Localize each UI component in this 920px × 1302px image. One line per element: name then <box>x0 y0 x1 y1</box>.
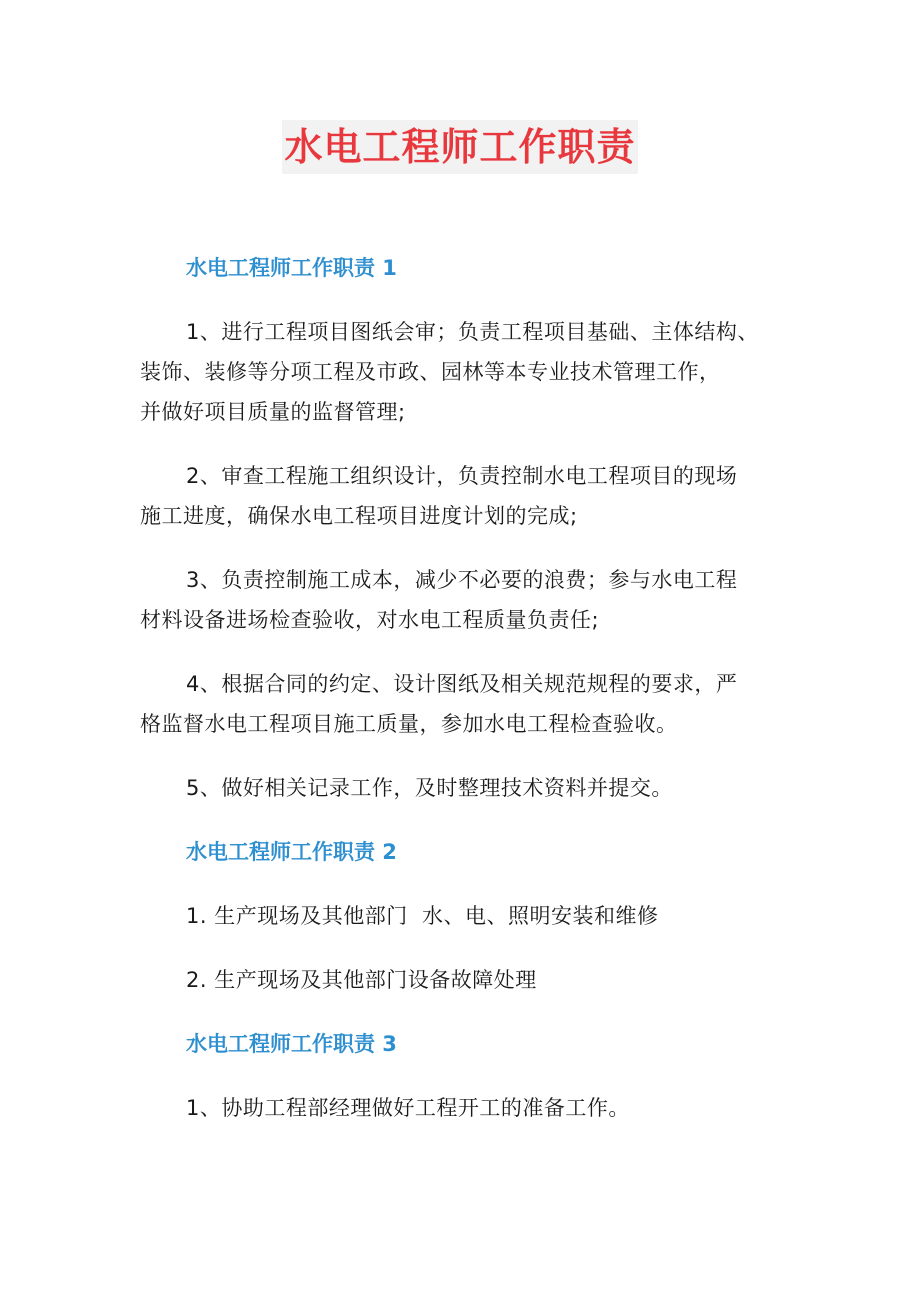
paragraph-line: 2、审查工程施工组织设计，负责控制水电工程项目的现场 <box>186 464 738 488</box>
paragraph-line: 5、做好相关记录工作，及时整理技术资料并提交。 <box>186 776 673 800</box>
paragraph-line: 1、协助工程部经理做好工程开工的准备工作。 <box>186 1096 630 1120</box>
paragraph <box>140 456 790 536</box>
document-body <box>140 248 790 1152</box>
section-heading: 水电工程师工作职责 3 <box>186 1032 397 1056</box>
document-title: 水电工程师工作职责 <box>282 120 637 174</box>
paragraph <box>140 312 790 432</box>
paragraph-line: 施工进度，确保水电工程项目进度计划的完成; <box>140 504 578 528</box>
paragraph <box>140 896 790 936</box>
paragraph <box>140 1088 790 1128</box>
paragraph-line: 4、根据合同的约定、设计图纸及相关规范规程的要求，严 <box>186 672 738 696</box>
paragraph-line: 1. 生产现场及其他部门 水、电、照明安装和维修 <box>186 904 659 928</box>
paragraph <box>140 960 790 1000</box>
section-heading: 水电工程师工作职责 2 <box>186 840 397 864</box>
title-wrapper <box>0 120 920 174</box>
paragraph-line: 3、负责控制施工成本，减少不必要的浪费；参与水电工程 <box>186 568 738 592</box>
section-heading: 水电工程师工作职责 1 <box>186 256 397 280</box>
paragraph-line: 装饰、装修等分项工程及市政、园林等本专业技术管理工作， <box>140 360 721 384</box>
paragraph-line: 1、进行工程项目图纸会审；负责工程项目基础、主体结构、 <box>186 320 759 344</box>
paragraph-line: 并做好项目质量的监督管理; <box>140 400 406 424</box>
paragraph <box>140 560 790 640</box>
paragraph-line: 2. 生产现场及其他部门设备故障处理 <box>186 968 537 992</box>
paragraph-line: 材料设备进场检查验收，对水电工程质量负责任; <box>140 608 600 632</box>
paragraph-line: 格监督水电工程项目施工质量，参加水电工程检查验收。 <box>140 712 678 736</box>
paragraph <box>140 664 790 744</box>
paragraph <box>140 768 790 808</box>
